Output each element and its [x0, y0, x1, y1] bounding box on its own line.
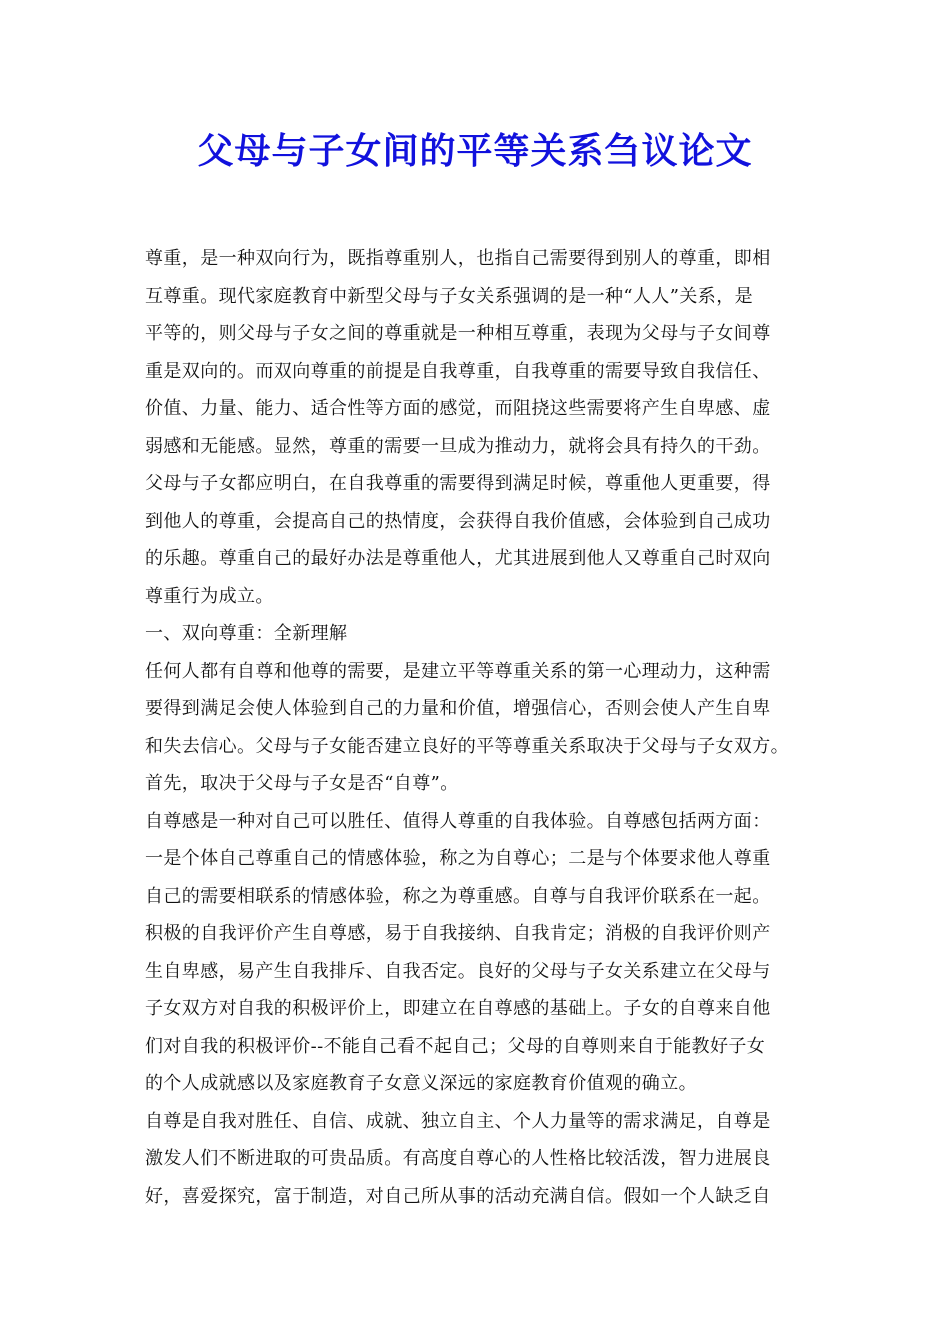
- text-line: 积极的自我评价产生自尊感，易于自我接纳、自我肯定；消极的自我评价则产: [145, 923, 771, 944]
- text-line: 自尊是自我对胜任、自信、成就、独立自主、个人力量等的需求满足，自尊是: [145, 1110, 771, 1132]
- paragraph-2: [145, 653, 810, 803]
- text-line: 互尊重。现代家庭教育中新型父母与子女关系强调的是一种“人人”关系，是: [145, 285, 754, 307]
- document-title: 父母与子女间的平等关系刍议论文: [197, 131, 753, 172]
- text-line: 弱感和无能感。显然，尊重的需要一旦成为推动力，就将会具有持久的干劲。: [145, 435, 771, 457]
- section-heading: [145, 615, 810, 653]
- paragraph-3: [145, 803, 810, 1103]
- text-line: 自尊感是一种对自己可以胜任、值得人尊重的自我体验。自尊感包括两方面：: [145, 810, 771, 832]
- text-line: 一是个体自己尊重自己的情感体验，称之为自尊心；二是与个体要求他人尊重: [145, 848, 771, 869]
- text-line: 自己的需要相联系的情感体验，称之为尊重感。自尊与自我评价联系在一起。: [145, 885, 771, 907]
- text-line: 尊重行为成立。: [145, 585, 274, 607]
- text-line: 首先，取决于父母与子女是否“自尊”。: [145, 773, 459, 794]
- text-line: 要得到满足会使人体验到自己的力量和价值，增强信心，否则会使人产生自卑: [145, 698, 771, 719]
- text-line: 和失去信心。父母与子女能否建立良好的平等尊重关系取决于父母与子女双方。: [145, 735, 789, 757]
- text-line: 父母与子女都应明白，在自我尊重的需要得到满足时候，尊重他人更重要，得: [145, 473, 771, 494]
- text-line: 的乐趣。尊重自己的最好办法是尊重他人，尤其进展到他人又尊重自己时双向: [145, 548, 771, 569]
- text-line: 价值、力量、能力、适合性等方面的感觉，而阻挠这些需要将产生自卑感、虚: [145, 398, 771, 419]
- paragraph-1: [145, 240, 810, 615]
- document-body: [145, 240, 810, 1215]
- paragraph-4: [145, 1103, 810, 1216]
- text-line: 们对自我的积极评价--不能自己看不起自己；父母的自尊则来自于能教好子女: [145, 1035, 766, 1057]
- text-line: 到他人的尊重，会提高自己的热情度，会获得自我价值感，会体验到自己成功: [145, 510, 771, 532]
- text-line: 平等的，则父母与子女之间的尊重就是一种相互尊重，表现为父母与子女间尊: [145, 323, 771, 344]
- text-line: 任何人都有自尊和他尊的需要，是建立平等尊重关系的第一心理动力，这种需: [145, 660, 771, 682]
- text-line: 好，喜爱探究，富于制造，对自己所从事的活动充满自信。假如一个人缺乏自: [145, 1185, 771, 1207]
- text-line: 的个人成就感以及家庭教育子女意义深远的家庭教育价值观的确立。: [145, 1073, 697, 1094]
- text-line: 尊重，是一种双向行为，既指尊重别人，也指自己需要得到别人的尊重，即相: [145, 248, 771, 269]
- heading-line: 一、双向尊重：全新理解: [145, 623, 348, 644]
- text-line: 重是双向的。而双向尊重的前提是自我尊重，自我尊重的需要导致自我信任、: [145, 360, 771, 382]
- text-line: 子女双方对自我的积极评价上，即建立在自尊感的基础上。子女的自尊来自他: [145, 998, 771, 1019]
- text-line: 激发人们不断进取的可贵品质。有高度自尊心的人性格比较活泼，智力进展良: [145, 1148, 771, 1169]
- text-line: 生自卑感，易产生自我排斥、自我否定。良好的父母与子女关系建立在父母与: [145, 960, 771, 982]
